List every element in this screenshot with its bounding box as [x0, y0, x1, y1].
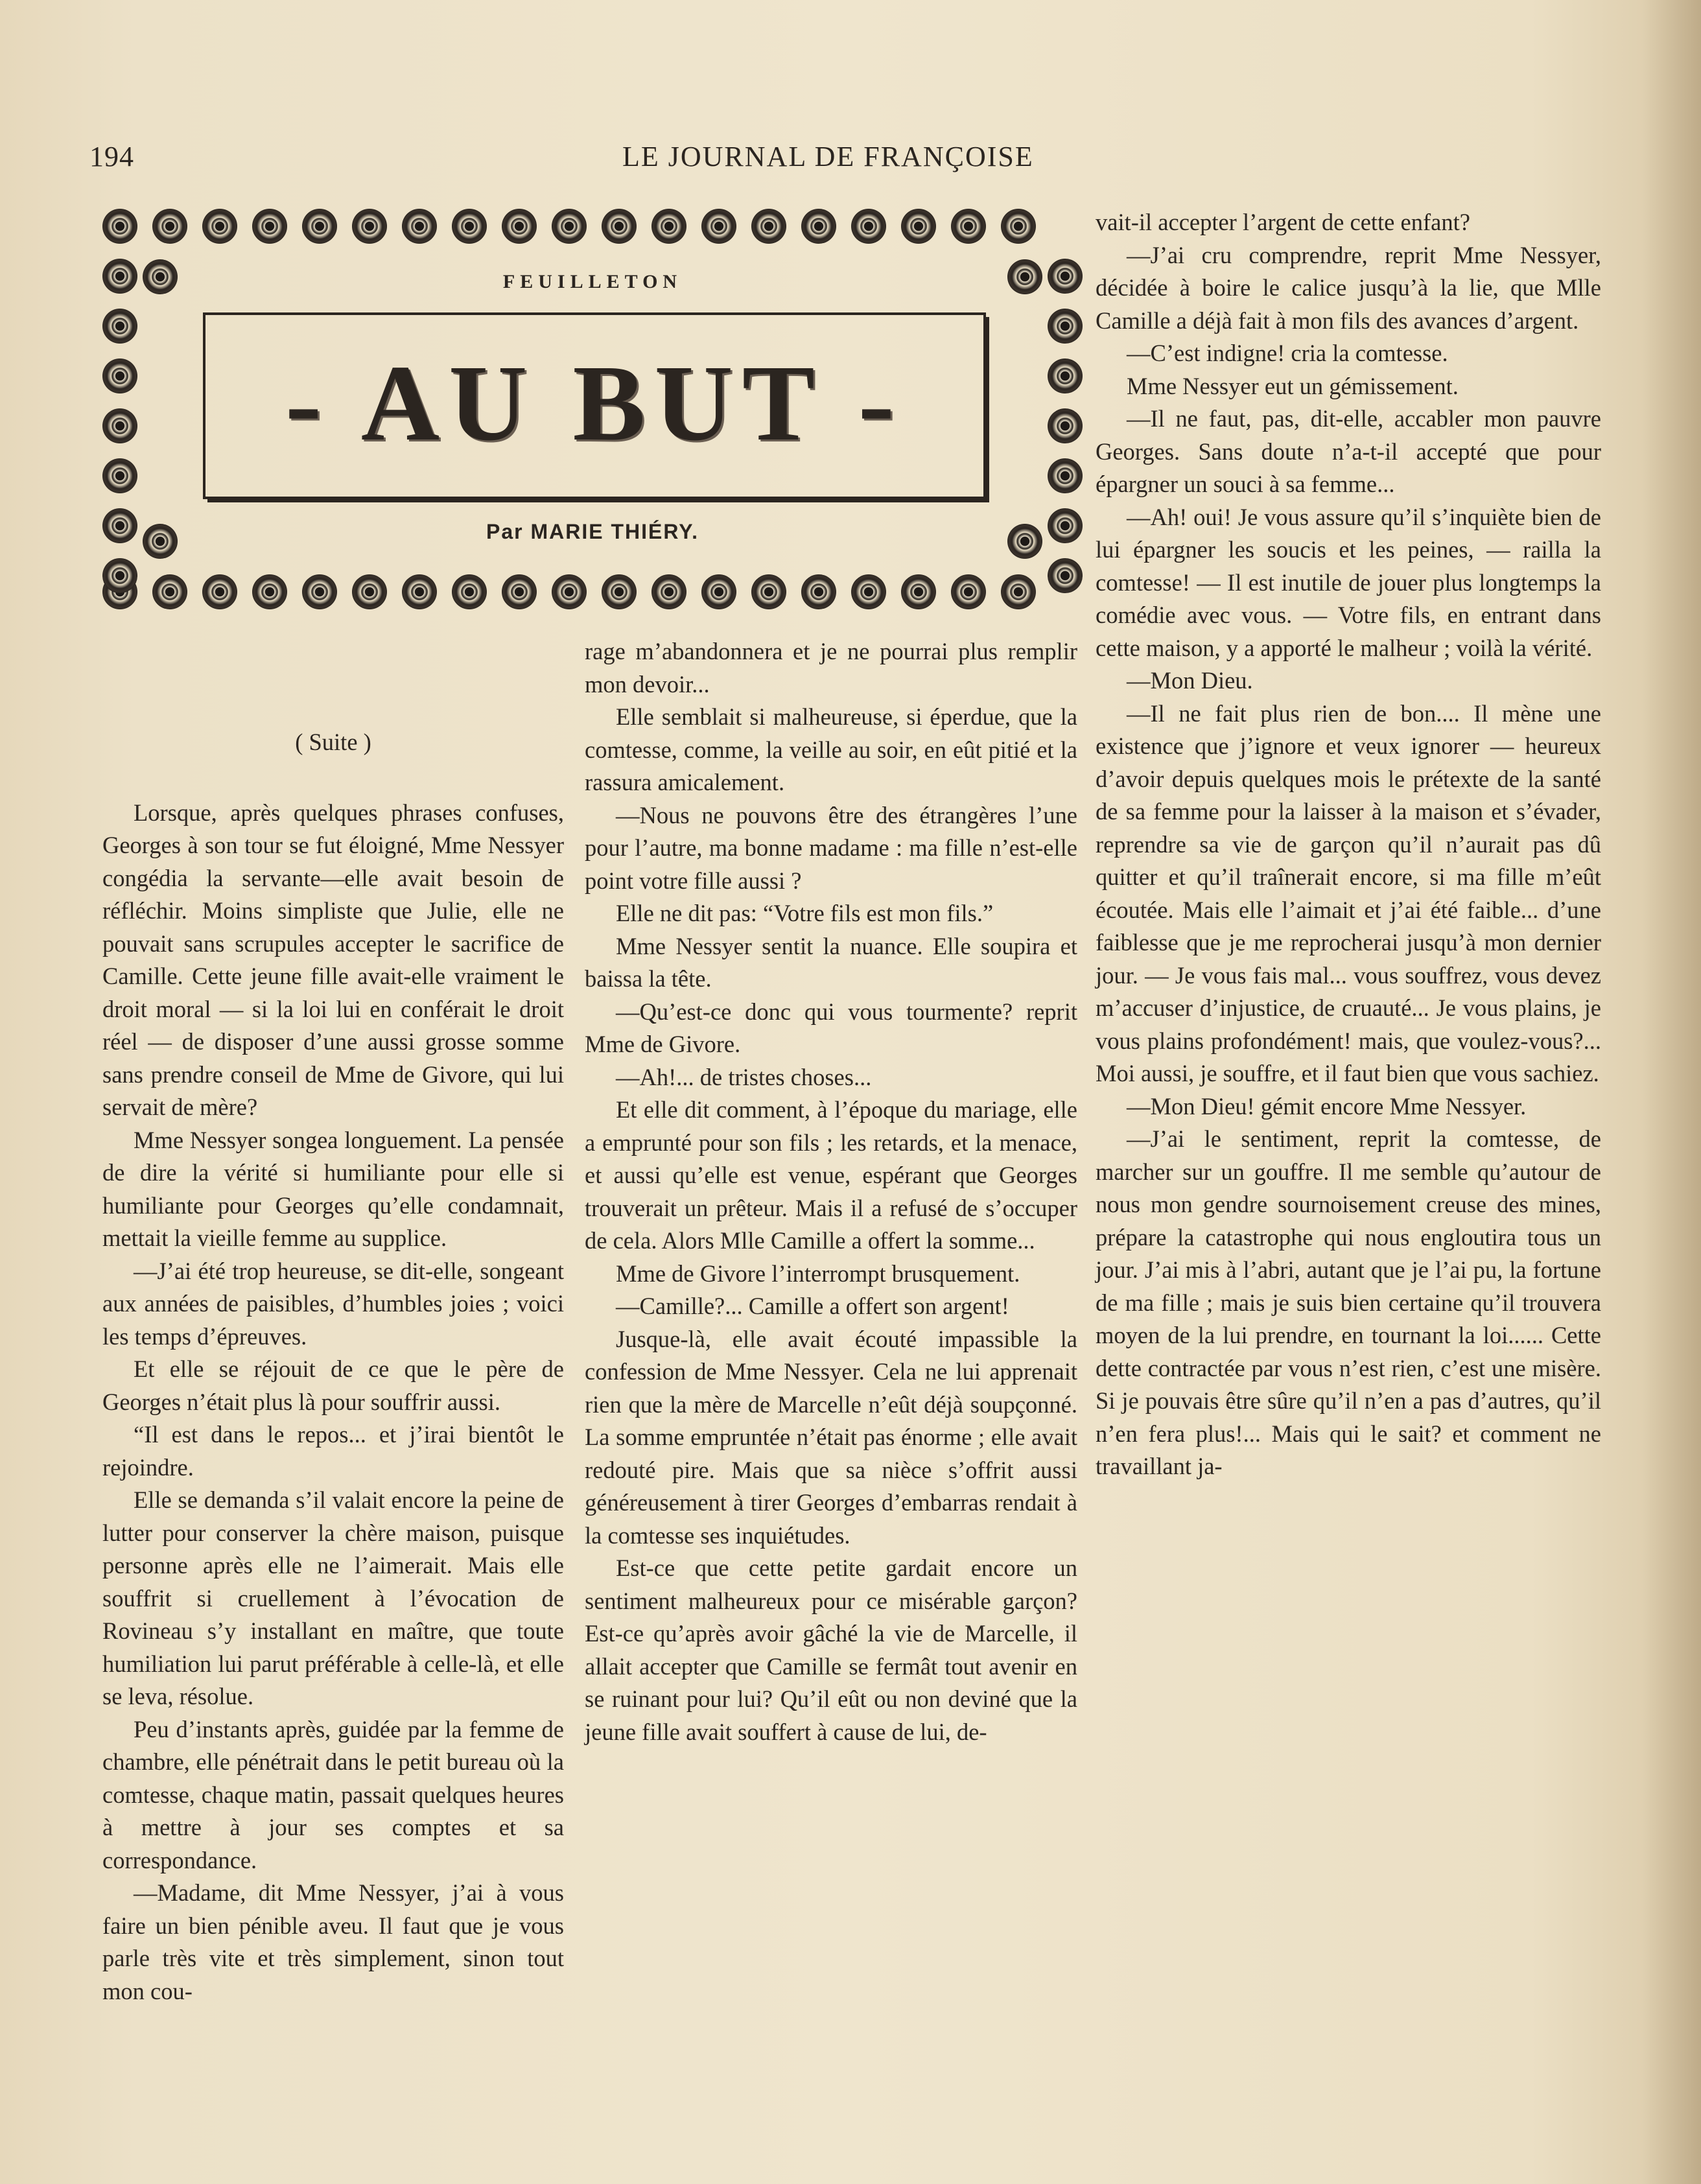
rose-ornament-icon	[102, 458, 137, 493]
paragraph: —Madame, dit Mme Nessyer, j’ai à vous faire un bien pénible aveu. Il faut que je vous parle très vite et très simplement, sinon tout mon cou-	[102, 1879, 564, 2004]
rose-ornament-icon	[152, 574, 187, 609]
paragraph: —Il ne fait plus rien de bon.... Il mène une existence que j’ignore et veux ignorer — heureux d’avoir depuis quelques mois le prétexte de la santé de sa femme pour la laisser à la maison et s’évader, reprendre sa vie de garçon qu’il n’aurait pas dû quitter et qu’il traînerait encore, si ma fille m’eût écoutée. Mais elle l’aimait et j’ai été faible... d’une faiblesse que je me reprocherai jusqu’à mon dernier jour. — Je vous fais mal... vous souffrez, vous devez m’accuser d’injustice, de cruauté... Je vous plains, je vous plains profondément! mais, que voulez-vous?... Moi aussi, je souffre, et il faut bien que vous sachiez.	[1096, 699, 1601, 1086]
rose-ornament-icon	[851, 574, 886, 609]
paragraph: Elle se demanda s’il valait encore la peine de lutter pour conserver la chère maison, puisque personne après elle ne l’aimerait. Mais elle souffrit si cruellement à l’évocation de Rovineau s’y installant en maître, que toute humiliation lui parut préférable à celle-là, et elle se leva, résolue.	[102, 1486, 564, 1709]
paragraph: Elle ne dit pas: “Votre fils est mon fils.”	[616, 900, 994, 926]
rose-ornament-icon	[452, 209, 487, 244]
rose-ornament-icon	[102, 309, 137, 344]
paragraph: —J’ai cru comprendre, reprit Mme Nessyer, décidée à boire le calice jusqu’à la lie, que Mlle Camille a déjà fait à mon fils des avances d’argent.	[1096, 241, 1601, 334]
column-1	[102, 726, 564, 2008]
paragraph: Lorsque, après quelques phrases confuses, Georges à son tour se fut éloigné, Mme Nessyer congédia la servante—elle avait besoin de réfléchir. Moins simpliste que Julie, elle ne pouvait sans scrupules accepter le sacrifice de Camille. Cette jeune fille avait-elle vraiment le droit moral — si la loi lui en conférait le droit réel — de disposer d’une aussi grosse somme sans prendre conseil de Mme de Givore, qui lui servait de mère?	[102, 799, 564, 1120]
paragraph: —C’est indigne! cria la comtesse.	[1127, 340, 1448, 366]
paragraph: Et elle se réjouit de ce que le père de Georges n’était plus là pour souffrir aussi.	[102, 1356, 564, 1415]
rose-ornament-icon	[651, 209, 686, 244]
paragraph: vait-il accepter l’argent de cette enfant?	[1096, 209, 1470, 235]
rose-ornament-icon	[102, 209, 137, 244]
rose-ornament-icon	[1001, 574, 1036, 609]
rose-ornament-icon	[552, 209, 587, 244]
paragraph: “Il est dans le repos... et j’irai bientôt le rejoindre.	[102, 1421, 564, 1481]
column-3	[1096, 206, 1601, 1483]
paragraph: Peu d’instants après, guidée par la femme de chambre, elle pénétrait dans le petit bureau où la comtesse, chaque matin, passait quelques heures à mettre à jour ses comptes et sa correspondance.	[102, 1715, 564, 1873]
rose-ornament-icon	[801, 209, 836, 244]
suite-label: ( Suite )	[295, 729, 371, 755]
paragraph: —Mon Dieu.	[1127, 667, 1253, 694]
rose-ornament-icon	[1048, 558, 1083, 593]
journal-title: LE JOURNAL DE FRANÇOISE	[622, 141, 1034, 172]
paragraph: rage m’abandonnera et je ne pourrai plus remplir mon devoir...	[585, 638, 1077, 698]
author-byline: Par MARIE THIÉRY.	[486, 520, 699, 543]
title-ornament-frame	[102, 209, 1083, 609]
rose-ornament-icon	[1048, 358, 1083, 393]
rose-ornament-icon	[402, 209, 437, 244]
paragraph: Est-ce que cette petite gardait encore un sentiment malheureux pour ce misérable garçon? Est-ce qu’après avoir gâché la vie de Marcelle, il allait accepter que Camille se fermât tout avenir en se ruinant pour lui? Qu’il eût ou non deviné que la jeune fille avait souffert à cause de lui, de-	[585, 1555, 1077, 1745]
paragraph: Elle semblait si malheureuse, si éperdue, que la comtesse, comme, la veille au soir, en eût pitié et la rassura amicalement.	[585, 703, 1077, 795]
rose-ornament-icon	[252, 209, 287, 244]
paragraph: —Nous ne pouvons être des étrangères l’une pour l’autre, ma bonne madame : ma fille n’est-elle point votre fille aussi ?	[585, 801, 1077, 894]
paragraph: —J’ai été trop heureuse, se dit-elle, songeant aux années de paisibles, d’humbles joies ; voici les temps d’épreuves.	[102, 1257, 564, 1350]
paragraph: —Qu’est-ce donc qui vous tourmente? reprit Mme de Givore.	[585, 998, 1077, 1057]
rose-ornament-icon	[402, 574, 437, 609]
rose-ornament-icon	[1048, 458, 1083, 493]
rose-ornament-icon	[801, 574, 836, 609]
rose-ornament-icon	[901, 574, 936, 609]
rose-ornament-icon	[701, 209, 736, 244]
title-box	[203, 312, 986, 499]
rose-ornament-icon	[102, 358, 137, 393]
rose-ornament-icon	[602, 574, 637, 609]
rose-ornament-icon	[102, 408, 137, 443]
paragraph: —Mon Dieu! gémit encore Mme Nessyer.	[1127, 1092, 1527, 1120]
section-heading: FEUILLETON	[502, 271, 683, 292]
paragraph: Mme Nessyer songea longuement. La pensée de dire la vérité si humiliante pour elle si humiliante pour Georges qu’elle condamnait, mettait la vieille femme au supplice.	[102, 1126, 564, 1251]
paragraph: —J’ai le sentiment, reprit la comtesse, de marcher sur un gouffre. Il me semble qu’autour de nous mon gendre sournoisement creuse des mines, prépare la catastrophe qui nous engloutira tous un jour. J’ai mis à l’abri, autant que je l’ai pu, la fortune de ma fille ; mais je suis bien certaine qu’il trouvera moyen de la lui prendre, en tournant la loi...... Cette dette contractée par vous n’est rien, c’est une misère. Si je pouvais être sûre qu’il n’en a pas d’autres, qu’il n’en fera plus!... Mais qui le sait? et comment ne travaillant ja-	[1096, 1125, 1601, 1479]
paragraph: Jusque-là, elle avait écouté impassible la confession de Mme Nessyer. Cela ne lui apprenait rien que la mère de Marcelle n’eût déjà soupçonné. La somme empruntée n’était pas énorme ; elle avait redouté pire. Mais que sa nièce s’offrit aussi généreusement à tirer Georges d’embarras rendait à la comtesse ses inquiétudes.	[585, 1325, 1077, 1549]
rose-ornament-icon	[552, 574, 587, 609]
paragraph: —Il ne faut, pas, dit-elle, accabler mon pauvre Georges. Sans doute n’a-t-il accepté que pour épargner un souci à sa femme...	[1096, 405, 1601, 497]
paragraph: Mme Nessyer eut un gémissement.	[1127, 372, 1459, 399]
rose-ornament-icon	[751, 574, 786, 609]
rose-ornament-icon	[951, 574, 986, 609]
rose-ornament-icon	[602, 209, 637, 244]
page-number: 194	[89, 141, 134, 172]
page-edge-shadow	[1643, 0, 1701, 2184]
rose-ornament-icon	[751, 209, 786, 244]
rose-ornament-icon	[1048, 309, 1083, 344]
rose-ornament-icon	[302, 209, 337, 244]
rose-ornament-icon	[502, 574, 537, 609]
rose-ornament-icon	[901, 209, 936, 244]
paragraph: —Camille?... Camille a offert son argent!	[616, 1293, 1009, 1319]
rose-ornament-icon	[102, 558, 137, 593]
paragraph: Et elle dit comment, à l’époque du mariage, elle a emprunté pour son fils ; les retards, et la menace, et aussi qu’elle est venue, espérant que Georges trouverait un prêteur. Mais il a refusé de s’occuper de cela. Alors Mlle Camille a offert la somme...	[585, 1096, 1077, 1254]
rose-ornament-icon	[202, 209, 237, 244]
rose-ornament-icon	[252, 574, 287, 609]
paragraph: Mme de Givore l’interrompt brusquement.	[616, 1260, 1020, 1287]
rose-ornament-icon	[302, 574, 337, 609]
rose-ornament-icon	[1001, 209, 1036, 244]
rose-ornament-icon	[1048, 408, 1083, 443]
rose-ornament-icon	[701, 574, 736, 609]
rose-ornament-icon	[352, 209, 387, 244]
rose-ornament-icon	[651, 574, 686, 609]
paragraph: —Ah! oui! Je vous assure qu’il s’inquiète bien de lui épargner les soucis et les peines, — railla la comtesse! — Il est inutile de jouer plus longtemps la comédie avec vous. — Votre fils, en entrant dans cette maison, y a apporté le malheur ; voilà la vérité.	[1096, 503, 1601, 661]
paragraph: Mme Nessyer sentit la nuance. Elle soupira et baissa la tête.	[585, 932, 1077, 992]
column-2	[585, 635, 1077, 1748]
rose-ornament-icon	[851, 209, 886, 244]
story-title: - AU BUT -	[285, 343, 904, 464]
rose-ornament-icon	[202, 574, 237, 609]
rose-ornament-icon	[352, 574, 387, 609]
paragraph: —Ah!... de tristes choses...	[616, 1063, 872, 1090]
rose-ornament-icon	[951, 209, 986, 244]
rose-ornament-icon	[502, 209, 537, 244]
rose-ornament-icon	[152, 209, 187, 244]
rose-ornament-icon	[452, 574, 487, 609]
